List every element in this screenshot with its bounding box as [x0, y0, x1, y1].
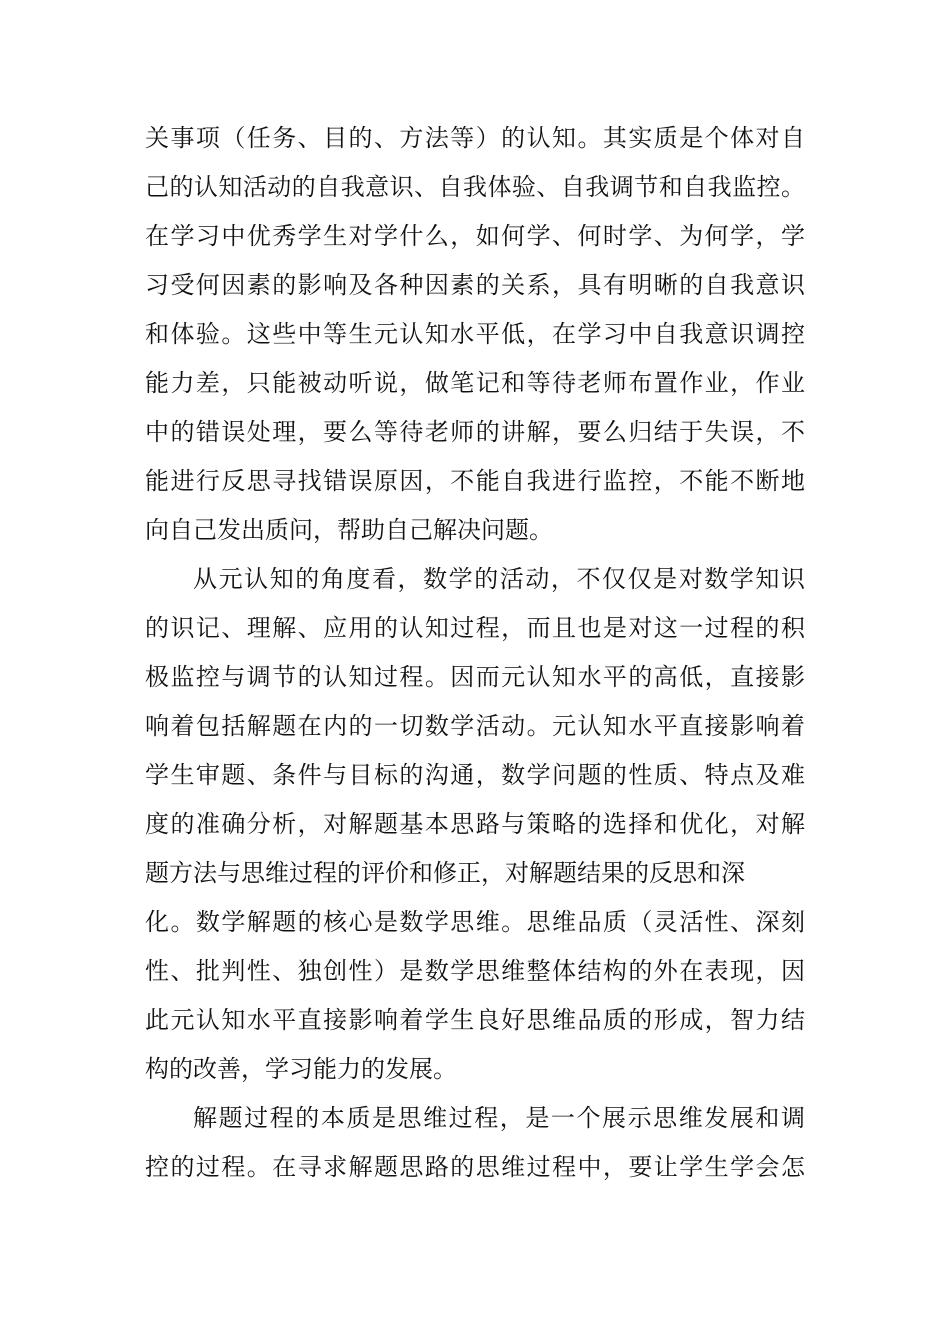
paragraph-2-line-11: 构的改善，学习能力的发展。: [145, 1055, 457, 1083]
paragraph-1-line-4: 习受何因素的影响及各种因素的关系，具有明晰的自我意识: [145, 271, 805, 299]
paragraph-1-line-2: 己的认知活动的自我意识、自我体验、自我调节和自我监控。: [145, 173, 805, 201]
paragraph-1-line-5: 和体验。这些中等生元认知水平低，在学习中自我意识调控: [145, 320, 805, 348]
paragraph-1-line-1: 关事项（任务、目的、方法等）的认知。其实质是个体对自: [145, 124, 805, 152]
paragraph-2-line-1: 从元认知的角度看，数学的活动，不仅仅是对数学知识: [193, 565, 805, 593]
paragraph-1-line-7: 中的错误处理，要么等待老师的讲解，要么归结于失误，不: [145, 418, 805, 446]
paragraph-2-line-3: 极监控与调节的认知过程。因而元认知水平的高低，直接影: [145, 663, 805, 691]
paragraph-2-line-7: 题方法与思维过程的评价和修正，对解题结果的反思和深: [145, 859, 745, 887]
paragraph-1-line-3: 在学习中优秀学生对学什么，如何学、何时学、为何学，学: [145, 222, 805, 250]
paragraph-2-line-5: 学生审题、条件与目标的沟通，数学问题的性质、特点及难: [145, 761, 805, 789]
paragraph-3-line-1: 解题过程的本质是思维过程，是一个展示思维发展和调: [193, 1104, 805, 1132]
paragraph-2-line-6: 度的准确分析，对解题基本思路与策略的选择和优化，对解: [145, 810, 805, 838]
paragraph-2-line-10: 此元认知水平直接影响着学生良好思维品质的形成，智力结: [145, 1006, 805, 1034]
paragraph-3-line-2: 控的过程。在寻求解题思路的思维过程中，要让学生学会怎: [145, 1153, 805, 1181]
paragraph-2-line-8: 化。数学解题的核心是数学思维。思维品质（灵活性、深刻: [145, 908, 805, 936]
paragraph-1-line-9: 向自己发出质问，帮助自己解决问题。: [145, 516, 553, 544]
document-body: [145, 114, 805, 1192]
paragraph-2-line-4: 响着包括解题在内的一切数学活动。元认知水平直接影响着: [145, 712, 805, 740]
paragraph-1-line-6: 能力差，只能被动听说，做笔记和等待老师布置作业，作业: [145, 369, 805, 397]
paragraph-2-line-2: 的识记、理解、应用的认知过程，而且也是对这一过程的积: [145, 614, 805, 642]
paragraph-1-line-8: 能进行反思寻找错误原因，不能自我进行监控，不能不断地: [145, 467, 805, 495]
paragraph-2-line-9: 性、批判性、独创性）是数学思维整体结构的外在表现，因: [145, 957, 805, 985]
